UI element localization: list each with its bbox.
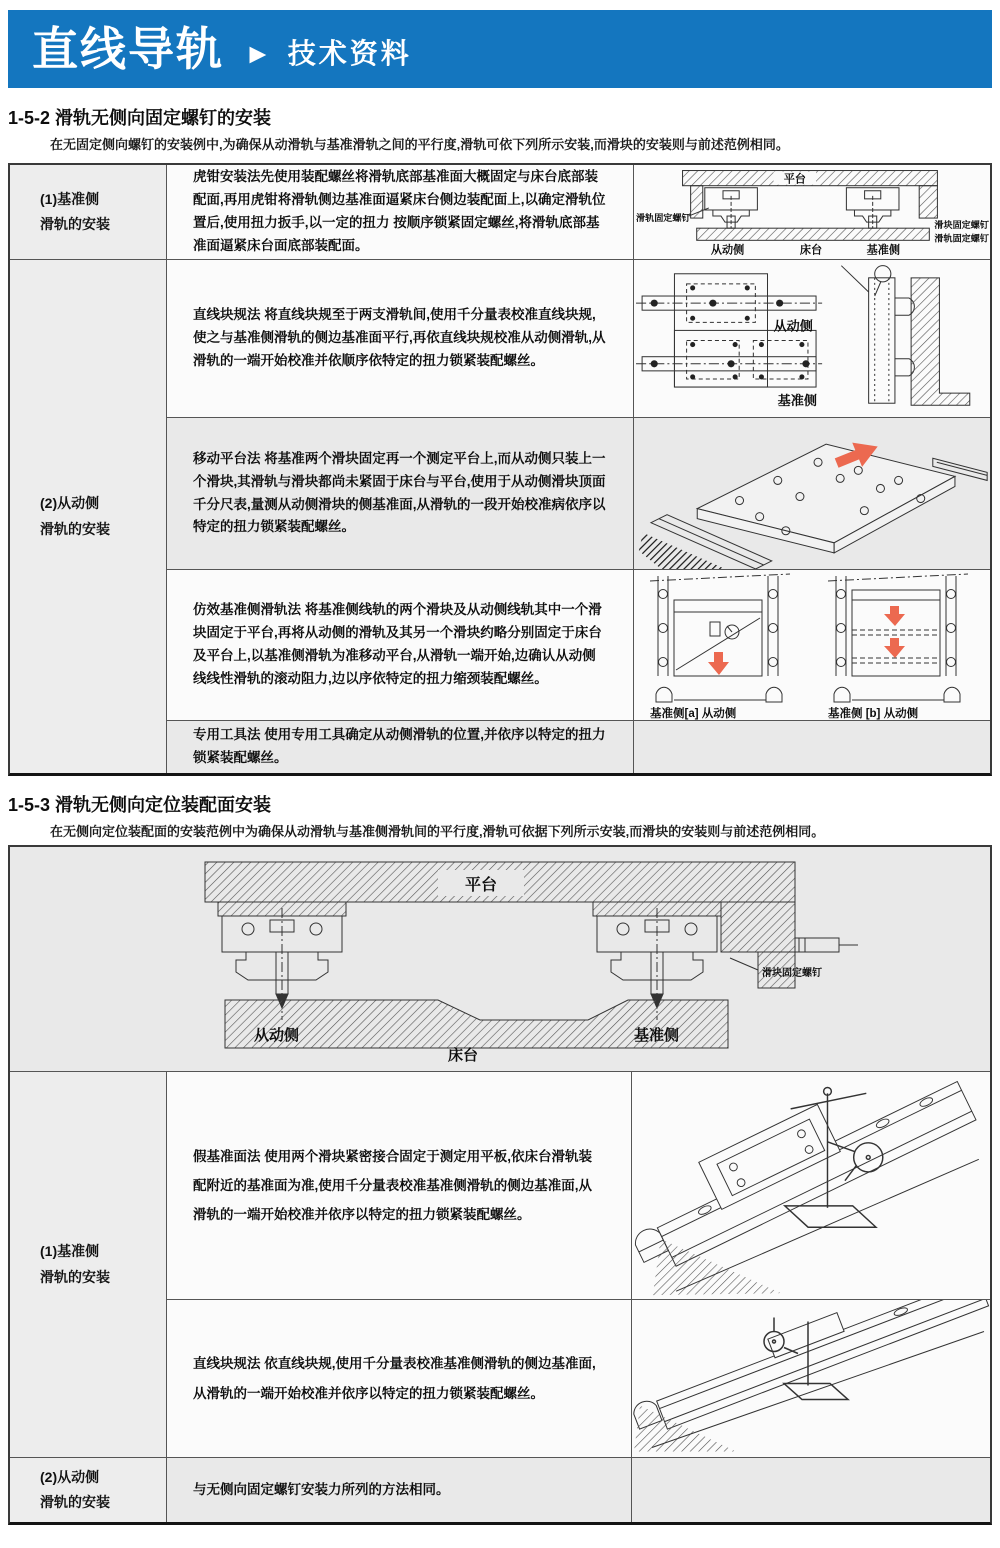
vise-method-diagram xyxy=(634,165,990,259)
row-label-base-side xyxy=(10,1072,167,1458)
method-text-special-tool xyxy=(167,721,634,773)
table-no-side-locating-surface xyxy=(8,845,992,1525)
label-base-side: 基准侧 xyxy=(777,393,817,409)
label-rail-screw-left: 滑轨固定螺钉 xyxy=(636,213,691,224)
row-label-line2: 滑轨的安装 xyxy=(40,1268,110,1285)
method-text-same-as-previous xyxy=(167,1458,632,1522)
diagram-cell-block-gauge-2 xyxy=(632,1300,990,1458)
row-label-line2: 滑轨的安装 xyxy=(40,1494,110,1510)
method-text-moving-platform xyxy=(167,418,634,570)
label-bed: 床台 xyxy=(448,1047,479,1064)
row-label-line1: (1)基准侧 xyxy=(40,190,100,207)
label-block-screw: 滑块固定螺钉 xyxy=(762,968,822,979)
label-driven-side: 从动侧 xyxy=(710,244,745,257)
label-driven-side: 从动侧 xyxy=(254,1027,300,1044)
label-rail-screw-right: 滑轨固定螺钉 xyxy=(934,233,989,244)
method-text-block-gauge xyxy=(167,260,634,418)
diagram-cell-moving-platform xyxy=(634,418,990,570)
moving-platform-diagram xyxy=(634,418,990,569)
row-label-line1: (2)从动侧 xyxy=(40,495,100,512)
diagram-cell-empty xyxy=(632,1458,990,1522)
row-label-line1: (2)从动侧 xyxy=(40,1468,100,1485)
method-text: 与无侧向固定螺钉安装力所列的方法相同。 xyxy=(193,1481,450,1497)
row-label-base-side xyxy=(10,165,167,260)
label-base-side: 基准侧 xyxy=(866,244,900,257)
row-label-driven-side xyxy=(10,1458,167,1522)
overview-cross-section-diagram xyxy=(10,847,990,1071)
label-block-screw: 滑块固定螺钉 xyxy=(934,220,989,231)
banner-title: 直线导轨 xyxy=(32,23,224,75)
table-no-side-fixing-screws xyxy=(8,163,992,776)
section-153-heading: 1-5-3 滑轨无侧向定位装配面安装 xyxy=(8,795,272,815)
method-text: 虎钳安装法先使用装配螺丝将滑轨底部基准面大概固定与床台底部装配面,再用虎钳将滑轨侧边基准面逼紧床台侧边装配面上,以确定滑轨位置后,使用扭力扳手,以一定的扭力 按顺序锁紧固定螺丝,将滑轨底部基准面逼紧床台面底部装配面。 xyxy=(193,169,606,253)
block-gauge-diagram-2 xyxy=(632,1300,990,1457)
label-base-side: 基准侧 xyxy=(634,1027,680,1044)
section-153-intro: 在无侧向定位装配面的安装范例中为确保从动滑轨与基准侧滑轨间的平行度,滑轨可依据下列所示安装,而滑块的安装则与前述范例相同。 xyxy=(50,824,825,839)
banner-subtitle: 技术资料 xyxy=(287,38,412,69)
diagram-cell-vise xyxy=(634,165,990,260)
label-base-b-driven: 基准侧 [b] 从动侧 xyxy=(828,708,919,720)
section-152-heading: 1-5-2 滑轨无侧向固定螺钉的安装 xyxy=(8,108,272,128)
row-label-line2: 滑轨的安装 xyxy=(40,216,110,232)
label-driven-side: 从动侧 xyxy=(773,318,813,334)
method-text: 仿效基准侧滑轨法 将基准侧线轨的两个滑块及从动侧线轨其中一个滑块固定于平台,再将从动侧的滑轨及其另一个滑块约略分别固定于床台及平台上,以基准侧滑轨为准移动平台,从滑轨一端开始,边确认从动侧线线性滑轨的滚动阻力,边以序依特定的扭力缩颈装配螺丝。 xyxy=(193,602,602,686)
diagram-cell-false-datum xyxy=(632,1072,990,1300)
label-bed: 床台 xyxy=(799,244,823,257)
method-text: 直线块规法 依直线块规,使用千分量表校准基准侧滑轨的侧边基准面,从滑轨的一端开始校准并依序以特定的扭力锁紧装配螺丝。 xyxy=(193,1356,596,1401)
imitate-base-diagram xyxy=(634,570,990,720)
diagram-cell-block-gauge xyxy=(634,260,990,418)
method-text: 假基准面法 使用两个滑块紧密接合固定于测定用平板,依床台滑轨装配附近的基准面为准,使用千分量表校准基准侧滑轨的侧边基准面,从滑轨的一端开始校准并依序以特定的扭力锁紧装配螺丝。 xyxy=(193,1148,593,1222)
block-gauge-diagram xyxy=(634,260,990,417)
section-152-intro: 在无固定侧向螺钉的安装例中,为确保从动滑轨与基准滑轨之间的平行度,滑轨可依下列所示安装,而滑块的安装则与前述范例相同。 xyxy=(50,137,789,152)
banner-arrow-icon: ► xyxy=(244,38,272,69)
label-base-a-driven: 基准侧[a] 从动侧 xyxy=(650,708,737,720)
overview-diagram-cell xyxy=(10,847,990,1072)
row-label-driven-side xyxy=(10,260,167,773)
method-text-vise xyxy=(167,165,634,260)
method-text: 专用工具法 使用专用工具确定从动侧滑轨的位置,并依序以特定的扭力锁紧装配螺丝。 xyxy=(193,727,606,765)
label-platform: 平台 xyxy=(783,173,806,186)
row-label-line1: (1)基准侧 xyxy=(40,1243,100,1260)
diagram-cell-empty xyxy=(634,721,990,773)
method-text: 直线块规法 将直线块规至于两支滑轨间,使用千分量表校准直线块规,使之与基准侧滑轨的侧边基准面平行,再依直线块规校准从动侧滑轨,从滑轨的一端开始校准并依顺序依特定的扭力锁紧装配螺丝。 xyxy=(193,307,606,368)
diagram-cell-imitate-base xyxy=(634,570,990,721)
label-platform: 平台 xyxy=(464,877,498,894)
row-label-line2: 滑轨的安装 xyxy=(40,520,110,537)
method-text-block-gauge-2 xyxy=(167,1300,632,1458)
method-text: 移动平台法 将基准两个滑块固定再一个测定平台上,而从动侧只装上一个滑块,其滑轨与滑块都尚未紧固于床台与平台,使用于从动侧滑块顶面千分尺表,量测从动侧滑块的侧基准面,从滑轨的一段开始校准病依序以特定的扭力锁紧装配螺丝。 xyxy=(193,450,606,535)
false-datum-diagram xyxy=(632,1072,990,1299)
method-text-false-datum xyxy=(167,1072,632,1300)
method-text-imitate-base xyxy=(167,570,634,721)
page-banner xyxy=(8,10,992,88)
